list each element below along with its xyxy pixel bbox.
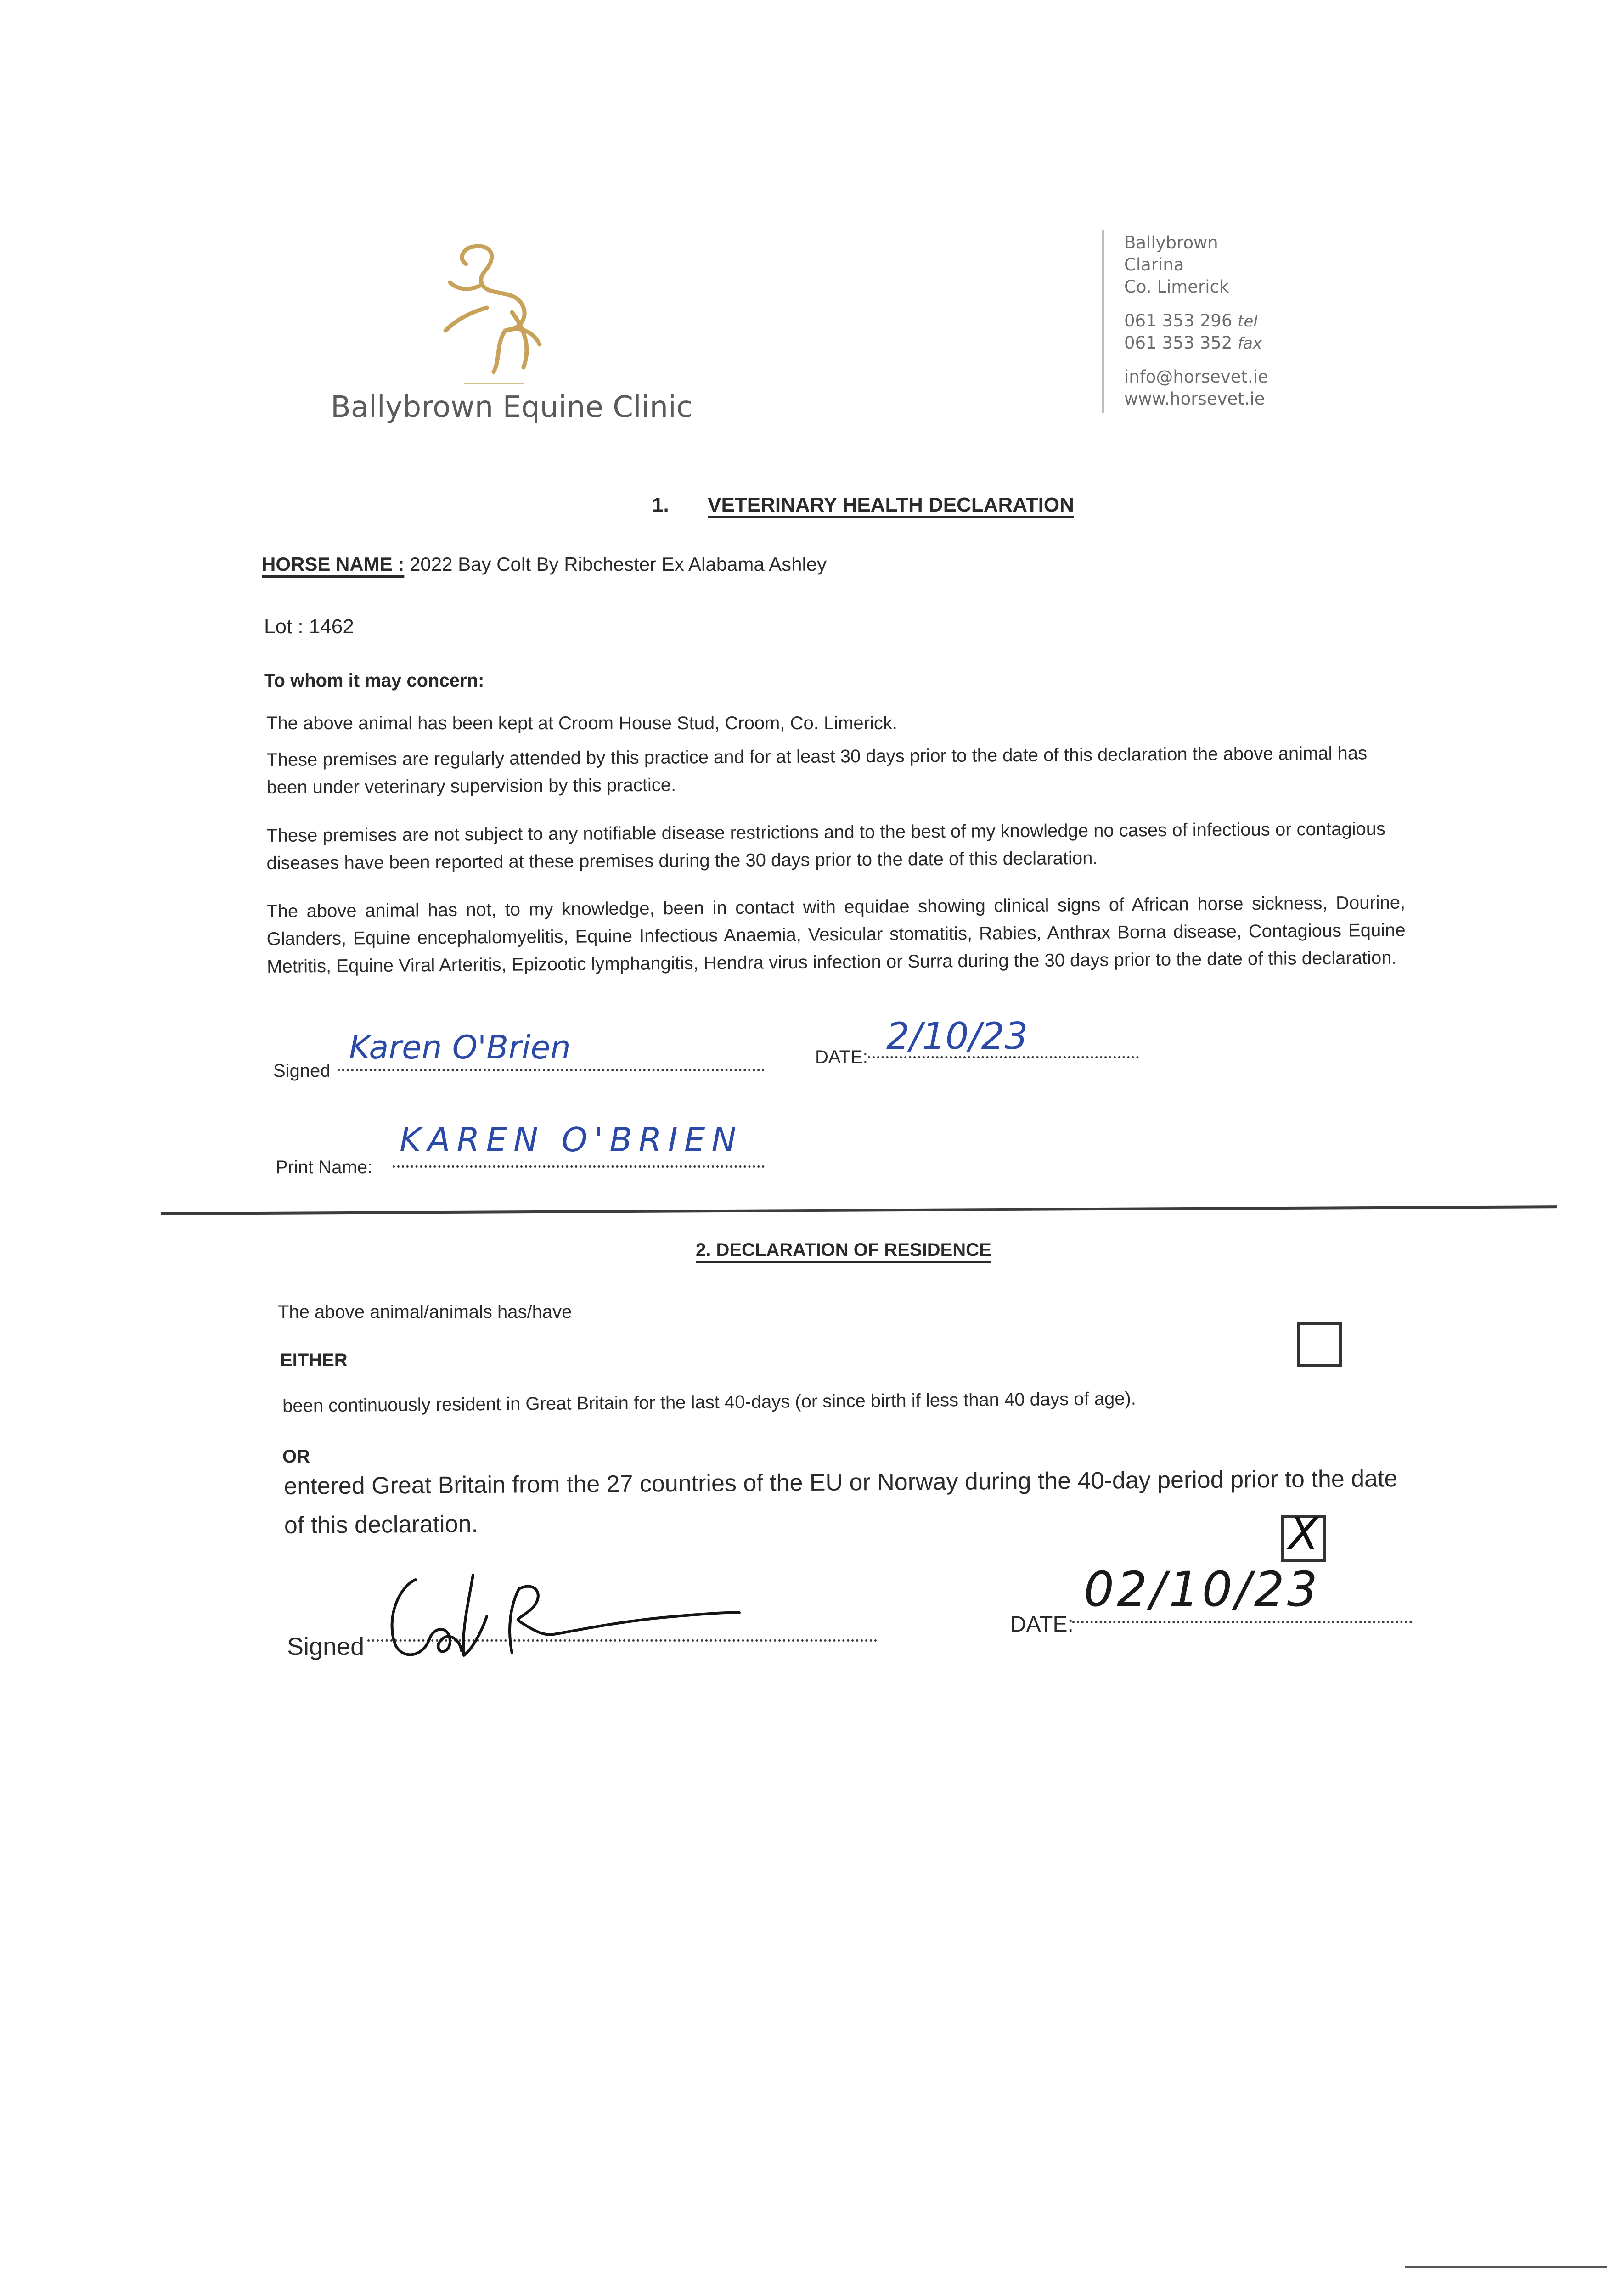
email: info@horsevet.ie bbox=[1124, 367, 1268, 387]
horse-name-value: 2022 Bay Colt By Ribchester Ex Alabama Ashley bbox=[410, 553, 827, 575]
scan-edge-line bbox=[1405, 2266, 1607, 2268]
either-label: EITHER bbox=[280, 1350, 348, 1370]
option2-text: entered Great Britain from the 27 countries of the EU or Norway during the 40-day period prior to the date of this declaration. bbox=[284, 1465, 1398, 1539]
signature-handwritten: Karen O'Brien bbox=[349, 1029, 571, 1066]
section1-title: VETERINARY HEALTH DECLARATION bbox=[708, 494, 1074, 516]
horse-name-row bbox=[262, 553, 827, 575]
residence-intro: The above animal/animals has/have bbox=[278, 1302, 572, 1322]
date-label-2: DATE: bbox=[1010, 1612, 1074, 1637]
date-handwritten: 2/10/23 bbox=[886, 1015, 1028, 1058]
paragraph-premises: The above animal has been kept at Croom House Stud, Croom, Co. Limerick. bbox=[266, 713, 897, 733]
signed-label-2: Signed bbox=[287, 1633, 365, 1660]
address-line-2: Clarina bbox=[1124, 255, 1184, 275]
telephone-suffix: tel bbox=[1238, 312, 1258, 331]
paragraph-diseases: The above animal has not, to my knowledge, been in contact with equidae showing clinical signs of African horse sickness, Dourine, Glanders, Equine encephalomyelitis, Equine Infectious Anaemia, Vesicular stomatitis, Rabies, Anthrax Borna disease, Contagious Equine Metritis, Equine Viral Arteritis, Epizootic lymphangitis, Hendra virus infection or Surra during the 30 days prior to the date of this declaration. bbox=[266, 892, 1406, 977]
address-line-3: Co. Limerick bbox=[1124, 277, 1229, 297]
section-divider bbox=[161, 1205, 1557, 1215]
print-name-handwritten: KAREN O'BRIEN bbox=[400, 1120, 743, 1159]
print-name-label: Print Name: bbox=[276, 1157, 373, 1177]
fax bbox=[1124, 332, 1262, 355]
telephone bbox=[1124, 310, 1258, 332]
website: www.horsevet.ie bbox=[1124, 389, 1265, 409]
section1-number: 1. bbox=[652, 494, 669, 516]
telephone-number: 061 353 296 bbox=[1124, 311, 1233, 331]
clinic-name: Ballybrown Equine Clinic bbox=[331, 390, 692, 424]
date-2-handwritten: 02/10/23 bbox=[1084, 1561, 1321, 1617]
address-divider bbox=[1102, 230, 1104, 413]
paragraph-supervision: These premises are regularly attended by this practice and for at least 30 days prior to the date of this declaration the above animal has been under veterinary supervision by this practice. bbox=[266, 743, 1368, 798]
address-line-1: Ballybrown bbox=[1124, 233, 1218, 253]
clinic-logo-horse-icon bbox=[413, 239, 551, 390]
salutation: To whom it may concern: bbox=[264, 670, 484, 691]
paragraph-restrictions: These premises are not subject to any notifiable disease restrictions and to the best of my knowledge no cases of infectious or contagious diseases have been reported at these premises during the 30 days prior to the date of this declaration. bbox=[266, 819, 1386, 873]
signed-label: Signed bbox=[273, 1061, 331, 1081]
horse-name-label: HORSE NAME : bbox=[262, 553, 405, 575]
section1-heading bbox=[652, 494, 1074, 517]
section2-title: 2. DECLARATION OF RESIDENCE bbox=[696, 1240, 991, 1260]
lot-number: Lot : 1462 bbox=[264, 615, 354, 638]
option1-text: been continuously resident in Great Britain for the last 40-days (or since birth if less than 40 days of age). bbox=[282, 1388, 1137, 1416]
fax-suffix: fax bbox=[1238, 334, 1262, 353]
option1-checkbox[interactable] bbox=[1297, 1322, 1342, 1367]
date-label: DATE: bbox=[815, 1047, 868, 1067]
fax-number: 061 353 352 bbox=[1124, 333, 1233, 353]
signature-2-scribble bbox=[381, 1561, 758, 1667]
or-label: OR bbox=[282, 1446, 310, 1467]
option2-check-mark: X bbox=[1288, 1508, 1319, 1559]
